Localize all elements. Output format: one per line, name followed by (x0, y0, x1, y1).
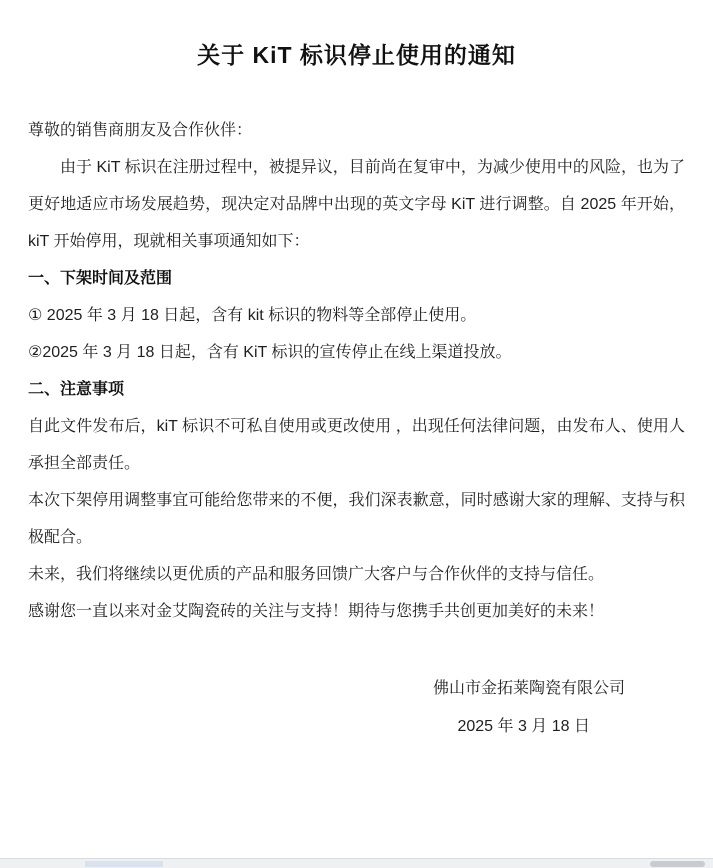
salutation: 尊敬的销售商朋友及合作伙伴： (28, 122, 253, 139)
signature-block (28, 670, 685, 747)
section2-paragraph-2: 本次下架停用调整事宜可能给您带来的不便，我们深表歉意，同时感谢大家的理解、支持与积极配合。 (28, 492, 685, 546)
section1-heading: 一、下架时间及范围 (28, 270, 173, 287)
section1-item-2: ②2025 年 3 月 18 日起，含有 KiT 标识的宣传停止在线上渠道投放。 (28, 344, 512, 361)
intro-paragraph: 由于 KiT 标识在注册过程中，被提异议，目前尚在复审中，为减少使用中的风险，也为了更好地适应市场发展趋势，现决定对品牌中出现的英文字母 KiT 进行调整。自 2025 年开始，kiT 开始停用，现就相关事项通知如下： (28, 159, 685, 250)
signature-date: 2025 年 3 月 18 日 (457, 718, 590, 735)
section2-paragraph-4: 感谢您一直以来对金艾陶瓷砖的关注与支持！期待与您携手共创更加美好的未来！ (28, 603, 605, 620)
horizontal-scrollbar[interactable] (0, 858, 713, 868)
document-title: 关于 KiT 标识停止使用的通知 (197, 42, 516, 68)
scrollbar-thumb[interactable] (650, 861, 705, 867)
section1-item-1: ① 2025 年 3 月 18 日起，含有 kit 标识的物料等全部停止使用。 (28, 307, 477, 324)
signature-company: 佛山市金拓莱陶瓷有限公司 (432, 680, 625, 697)
section2-paragraph-1: 自此文件发布后，kiT 标识不可私自使用或更改使用 ，出现任何法律问题，由发布人、使用人承担全部责任。 (28, 418, 685, 472)
section2-heading: 二、注意事项 (28, 381, 125, 398)
scrollbar-blue-segment (85, 861, 163, 867)
section2-paragraph-3: 未来，我们将继续以更优质的产品和服务回馈广大客户与合作伙伴的支持与信任。 (28, 566, 605, 583)
